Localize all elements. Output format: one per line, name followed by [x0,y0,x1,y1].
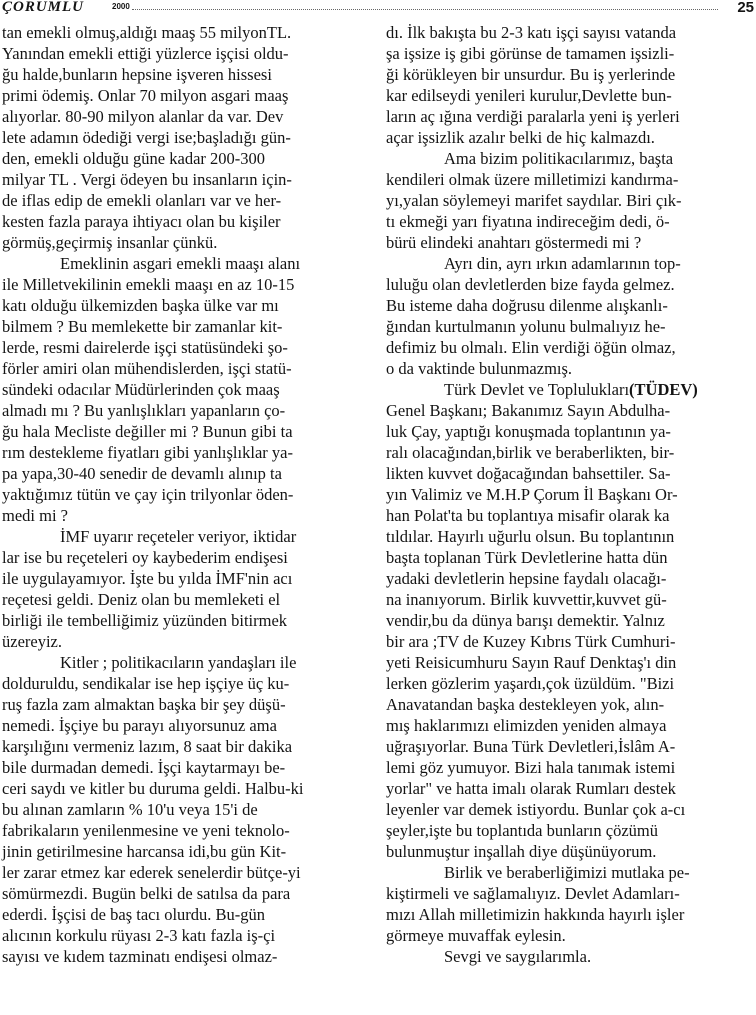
text-line [386,904,752,925]
text-line-content: Birlik ve beraberliğimizi mutlaka pe- [444,863,690,882]
text-line-content: lemi göz yumuyor. Bizi hala tanımak istemi [386,758,676,777]
newspaper-brand: ÇORUMLU [2,0,85,15]
text-line-content: Emeklinin asgari emekli maaşı alanı [60,254,301,273]
text-line [2,904,362,925]
text-line [386,568,752,589]
text-line-content: bilmem ? Bu memlekette bir zamanlar kit- [2,317,283,336]
text-line-content: yı,yalan söylemeyi marifet saydılar. Biri çık- [386,191,682,210]
text-line-content: görmeye muvaffak eylesin. [386,926,566,945]
text-line-content: ğu hala Mecliste değiller mi ? Bunun gibi ta [2,422,293,441]
text-line [386,316,752,337]
text-line [2,484,362,505]
issue-year: 2000 [112,2,130,11]
text-line-content: açar işsizlik azalır belki de hiç kalmazdı. [386,128,655,147]
text-line-content: bu alınan zamların % 10'u veya 15'i de [2,800,258,819]
text-line [2,673,362,694]
text-line-content: birliği ile tembelliğimiz yüzünden bitirmek [2,611,288,630]
text-line-content: şa işsize iş gibi görünse de tamamen işsizli- [386,44,675,63]
text-line-content: sömürmezdi. Bugün belki de satılsa da para [2,884,291,903]
text-line [2,946,362,967]
text-line-content: lerde, resmi dairelerde işçi statüsündeki şo- [2,338,288,357]
text-line-content: İMF uyarır reçeteler veriyor, iktidar [60,527,297,546]
text-line [2,736,362,757]
text-line-content: Genel Başkanı; Bakanımız Sayın Abdulha- [386,401,671,420]
text-line [386,253,752,274]
text-line-content: lerken gözlerim yaşardı,çok üzüldüm. "Bizi [386,674,675,693]
text-line [386,22,752,43]
text-line-content: alıcının korkulu rüyası 2-3 katı fazla iş-çi [2,926,276,945]
text-line [386,169,752,190]
text-line-content: yaktığımız tütün ve çay için trilyonlar öden- [2,485,294,504]
text-line [386,379,752,400]
text-line-content: Bu isteme daha doğrusu dilenme alışkanlı- [386,296,668,315]
text-line [386,589,752,610]
text-line-content: Kitler ; politikacıların yandaşları ile [60,653,297,672]
text-line-content: dı. İlk bakışta bu 2-3 katı işçi sayısı vatanda [386,23,677,42]
text-line [386,64,752,85]
text-line-content: Ayrı din, ayrı ırkın adamlarının top- [444,254,681,273]
text-line [386,883,752,904]
text-line [386,946,752,967]
text-line [386,652,752,673]
text-line-content: Yanından emekli ettiği yüzlerce işçisi oldu- [2,44,289,63]
text-line-content: ruş fazla zam almaktan başka bir şey düşü- [2,695,286,714]
text-column-left [2,22,362,967]
text-line-content: yorlar" ve hatta imalı olarak Rumları destek [386,779,676,798]
text-line-content: likten kuvvet doğacağından bahsettiler. Sa- [386,464,671,483]
text-line [386,799,752,820]
text-line [386,337,752,358]
text-line-content: primi ödemiş. Onlar 70 milyon asgari maaş [2,86,289,105]
text-line [386,610,752,631]
text-line [386,295,752,316]
text-line-content: şeyler,işte bu toplantıda bunların çözümü [386,821,658,840]
text-line [2,442,362,463]
text-line [386,148,752,169]
text-line [2,841,362,862]
text-line-content: yeti Reisicumhuru Sayın Rauf Denktaş'ı din [386,653,677,672]
text-line [386,862,752,883]
text-line-content: kar edilseydi yenileri kurulur,Devlette bun- [386,86,672,105]
page-number: 25 [737,0,754,16]
text-line-content: uğraşıyorlar. Buna Türk Devletleri,İslâm A- [386,737,676,756]
text-line [386,127,752,148]
text-line-content: kesten fazla paraya ihtiyacı olan bu kişiler [2,212,281,231]
text-line [386,715,752,736]
bold-abbreviation: (TÜDEV) [629,380,698,399]
text-line [2,358,362,379]
text-line [2,547,362,568]
text-line-content: mızı Allah milletimizin hakkında hayırlı işler [386,905,685,924]
text-line [386,85,752,106]
text-line [386,631,752,652]
text-line [2,925,362,946]
text-line [2,589,362,610]
text-line-content: ğu halde,bunların hepsine işveren hissesi [2,65,272,84]
text-line-content: jinin getirilmesine harcansa idi,bu gün Kit- [2,842,287,861]
text-line [2,463,362,484]
text-line-content: han Polat'ta bu toplantıya misafir olarak ka [386,506,670,525]
text-line [2,610,362,631]
text-line-content: sündeki odacılar Müdürlerinden çok maaş [2,380,280,399]
text-line-content: sayısı ve kıdem tazminatı endişesi olmaz- [2,947,278,966]
text-line-content: bulunmuştur inşallah diye düşünüyorum. [386,842,657,861]
text-line [2,652,362,673]
text-line-content: tı ekmeği yarı fiyatına indireceğim dedi, ö- [386,212,670,231]
text-line-content: milyar TL . Vergi ödeyen bu insanların için- [2,170,292,189]
text-line [386,505,752,526]
text-line [2,757,362,778]
text-line-content: görmüş,geçirmiş insanlar çünkü. [2,233,218,252]
text-line-content: defimiz bu olmalı. Elin verdiği öğün olmaz, [386,338,676,357]
text-line-content: reçetesi geldi. Deniz olan bu memleketi el [2,590,281,609]
text-line [2,778,362,799]
text-line-content: na inanıyorum. Birlik kuvvettir,kuvvet gü- [386,590,667,609]
text-line-content: Anavatandan başka destekleyen yok, alın- [386,695,665,714]
text-line-content: ederdi. İşçisi de baş tacı olurdu. Bu-gün [2,905,266,924]
text-line-content: alıyorlar. 80-90 milyon alanlar da var. Dev [2,107,284,126]
text-line [386,43,752,64]
text-line [386,841,752,862]
text-line-content: bir ara ;TV de Kuzey Kıbrıs Türk Cumhuri- [386,632,676,651]
text-line-content: kendileri olmak üzere milletimizi kandırma- [386,170,679,189]
text-line [386,211,752,232]
text-line [386,925,752,946]
text-line [2,799,362,820]
text-line-content: kiştirmeli ve sağlamalıyız. Devlet Adamları- [386,884,680,903]
text-line [2,127,362,148]
page-header [0,0,756,18]
text-line-content: luk Çay, yaptığı konuşmada toplantının ya- [386,422,671,441]
text-line-content: mış haklarımızı elimizden yeniden almaya [386,716,667,735]
text-line [386,526,752,547]
text-line [2,421,362,442]
text-line [386,547,752,568]
text-line-content: katı olduğu ülkemizden başka ülke var mı [2,296,279,315]
text-line [2,337,362,358]
text-line [2,295,362,316]
text-line-content: ceri saydı ve kitler bu duruma geldi. Halbu-ki [2,779,304,798]
text-line [2,883,362,904]
text-line [386,484,752,505]
text-line-content: ği körükleyen bir unsurdur. Bu iş yerlerinde [386,65,676,84]
text-line-content: ile uygulayamıyor. İşte bu yılda İMF'nin acı [2,569,293,588]
text-line [2,316,362,337]
text-line [386,190,752,211]
text-line [2,526,362,547]
header-dotted-rule [132,9,718,10]
text-line-content: tan emekli olmuş,aldığı maaş 55 milyonTL. [2,23,292,42]
text-line-content: nemedi. İşçiye bu parayı alıyorsunuz ama [2,716,277,735]
text-line [386,106,752,127]
text-line [2,211,362,232]
text-column-right [386,22,752,967]
text-line [386,274,752,295]
text-line [386,400,752,421]
text-line [386,463,752,484]
text-line [386,694,752,715]
text-line-content: ların aç ığına verdiği paralarla yeni iş yerleri [386,107,680,126]
text-line [2,22,362,43]
text-line-content: bile durmadan demedi. İşçi kaytarmayı be- [2,758,286,777]
text-line-content: o da vaktinde bulunmazmış. [386,359,573,378]
text-line-content: fabrikaların yenilenmesine ve yeni teknolo- [2,821,290,840]
text-line-content: leyenler var demek istiyordu. Bunlar çok a-cı [386,800,686,819]
text-line-content: luluğu olan devletlerden bize fayda gelmez. [386,275,675,294]
text-line [2,568,362,589]
text-line [2,190,362,211]
text-line [386,820,752,841]
text-line [2,169,362,190]
text-line-content: pa yapa,30-40 senedir de devamlı alınıp ta [2,464,282,483]
text-line [386,232,752,253]
text-line-content: bürü elindeki anahtarı göstermedi mi ? [386,233,642,252]
text-line [2,274,362,295]
text-line [386,778,752,799]
text-line-content: Ama bizim politikacılarımız, başta [444,149,674,168]
text-line [2,148,362,169]
text-line [2,43,362,64]
text-line-content: başta toplanan Türk Devletlerine hatta dün [386,548,668,567]
text-line-content: den, emekli olduğu güne kadar 200-300 [2,149,266,168]
text-line-content: karşılığını vermeniz lazım, 8 saat bir dakika [2,737,293,756]
text-line-content: lete adamın ödediği vergi ise;başladığı gün- [2,128,291,147]
text-line [2,85,362,106]
text-line [2,820,362,841]
text-line-content: vendir,bu da dünya barışı demektir. Yalnız [386,611,665,630]
text-line-content: rım destekleme fiyatları gibi yanlışlıklar ya- [2,443,293,462]
text-line-content: almadı mı ? Bu yanlışlıkları yapanların ço- [2,401,286,420]
text-line-content: yadaki devletlerin hepsine faydalı olacağı- [386,569,667,588]
text-line [386,421,752,442]
text-line [386,358,752,379]
text-line-content: ralı olacağından,birlik ve beraberlikten, bir- [386,443,675,462]
text-line-content: förler amiri olan mühendislerden, işçi statü- [2,359,292,378]
text-line-content: ile Milletvekilinin emekli maaşı en az 10-15 [2,275,295,294]
text-line-content: de iflas edip de emekli olanları var ve her- [2,191,282,210]
text-line [2,379,362,400]
text-line-content: medi mi ? [2,506,68,525]
text-line [386,673,752,694]
text-line [2,106,362,127]
text-line [2,505,362,526]
text-line [2,232,362,253]
text-line-content: dolduruldu, sendikalar ise hep işçiye üç ku- [2,674,290,693]
text-line [386,736,752,757]
text-line [2,862,362,883]
text-line [2,694,362,715]
text-line-content: tıldılar. Hayırlı uğurlu olsun. Bu toplantının [386,527,675,546]
text-line [2,64,362,85]
text-line-content: ler zarar etmez kar ederek senelerdir bütçe-yi [2,863,301,882]
text-line-content: ğından kurtulmanın yolunu bulmalıyız he- [386,317,666,336]
text-line [2,631,362,652]
text-line [386,757,752,778]
text-line-content: Türk Devlet ve Toplulukları [444,380,630,399]
text-line-content: lar ise bu reçeteleri oy kaybederim endişesi [2,548,288,567]
text-line-content: Sevgi ve saygılarımla. [444,947,592,966]
text-line-content: yın Valimiz ve M.H.P Çorum İl Başkanı Or- [386,485,678,504]
text-line [2,253,362,274]
text-line-content: üzereyiz. [2,632,62,651]
text-line [2,400,362,421]
text-line [386,442,752,463]
text-line [2,715,362,736]
